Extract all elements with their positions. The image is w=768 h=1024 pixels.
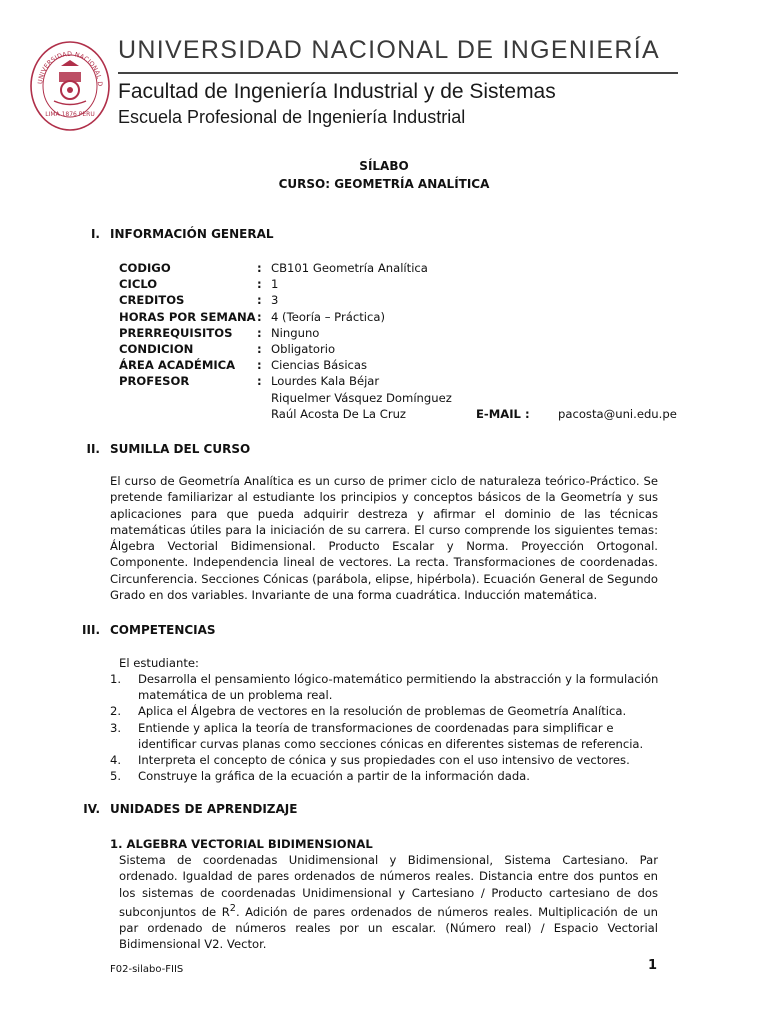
list-item: 1. Desarrolla el pensamiento lógico-matemático permitiendo la abstracción y la formulación matemática de un problema real. (110, 672, 659, 703)
sumilla-paragraph: El curso de Geometría Analítica es un curso de primer ciclo de naturaleza teórico-Práctico. Se pretende familiarizar al estudiante los principios y conceptos básicos de la Geometría y sus aplicaciones para que pueda adquirir destreza y afirmar el dominio de las técnicas matemáticas útiles para la iniciación de su carrera. El curso comprende los siguientes temas: Álgebra Vectorial Bidimensional. Producto Escalar y Norma. Proyección Ortogonal. Componente. Independencia lineal de vectores. La recta. Transformaciones de coordenadas. Circunferencia. Secciones Cónicas (parábola, elipse, hipérbola). Ecuación General de Segundo Grado en dos variables. Invariante de una forma cuadrática. Inducción matemática. (110, 474, 658, 603)
header-divider (118, 72, 678, 74)
info-row: CONDICION : Obligatorio (119, 341, 336, 356)
info-row: HORAS POR SEMANA : 4 (Teoría – Práctica) (119, 309, 385, 324)
info-row: PRERREQUISITOS : Ninguno (119, 325, 320, 340)
school-name: Escuela Profesional de Ingeniería Industrial (118, 107, 466, 127)
list-item: 3. Entiende y aplica la teoría de transformaciones de coordenadas para simplificar e identificar curvas planas como secciones cónicas en diferentes sistemas de referencia. (110, 720, 644, 751)
section-heading-info: I. INFORMACIÓN GENERAL (90, 227, 274, 241)
email-label: E-MAIL : (476, 406, 530, 421)
section-heading-sumilla: II. SUMILLA DEL CURSO (86, 442, 251, 456)
course-title: CURSO: GEOMETRÍA ANALÍTICA (278, 177, 490, 191)
info-row: CICLO : 1 (119, 277, 279, 292)
superscript: 2 (229, 902, 236, 914)
competencias-intro: El estudiante: (119, 656, 199, 670)
section-heading-unidades: IV. UNIDADES DE APRENDIZAJE (83, 802, 298, 816)
unit-1-paragraph: Sistema de coordenadas Unidimensional y Bidimensional, Sistema Cartesiano. Par ordenado. Igualdad de pares ordenados de números reales. Distancia entre dos puntos en los sistemas de coordenadas Unidimensional y Cartesiano / Producto cartesiano de dos subconjuntos de $R^2$. Adición de pares ordenados de números reales. Multiplicación de un par ordenado de números reales por un escalar. (Número real) / Espacio Vectorial Bidimensional V2. Vector. (119, 853, 658, 952)
info-row-professor-2: Riquelmer Vásquez Domínguez (271, 390, 452, 405)
competencias-list (110, 671, 670, 784)
list-item: 5. Construye la gráfica de la ecuación a partir de la información dada. (110, 769, 530, 784)
email-value: pacosta@uni.edu.pe (558, 406, 677, 421)
info-row: CREDITOS : 3 (119, 293, 279, 308)
footer-form-code: F02-silabo-FIIS (110, 964, 184, 975)
list-item: 4. Interpreta el concepto de cónica y sus propiedades con el uso intensivo de vectores. (110, 753, 630, 768)
document-title: SÍLABO (359, 159, 409, 173)
section-heading-competencias: III. COMPETENCIAS (82, 623, 216, 637)
university-seal-icon (28, 38, 112, 134)
info-row-professor-3: Raúl Acosta De La Cruz E-MAIL : pacosta@uni.edu.pe (271, 406, 677, 421)
general-info-table (119, 260, 677, 422)
university-name: UNIVERSIDAD NACIONAL DE INGENIERÍA (118, 36, 660, 64)
info-row: ÁREA ACADÉMICA : Ciencias Básicas (119, 358, 368, 373)
seal-bottom-text: LIMA 1876 PERU (45, 111, 95, 118)
page-number: 1 (648, 958, 658, 973)
info-row: PROFESOR : Lourdes Kala Béjar (119, 374, 380, 389)
info-row: CODIGO : CB101 Geometría Analítica (119, 261, 428, 275)
faculty-name: Facultad de Ingeniería Industrial y de Sistemas (118, 80, 556, 103)
seal-ring-text: UNIVERSIDAD NACIONAL D (37, 50, 104, 87)
unit-1-title: 1. ALGEBRA VECTORIAL BIDIMENSIONAL (110, 837, 373, 851)
list-item: 2. Aplica el Álgebra de vectores en la resolución de problemas de Geometría Analítica. (110, 704, 627, 719)
